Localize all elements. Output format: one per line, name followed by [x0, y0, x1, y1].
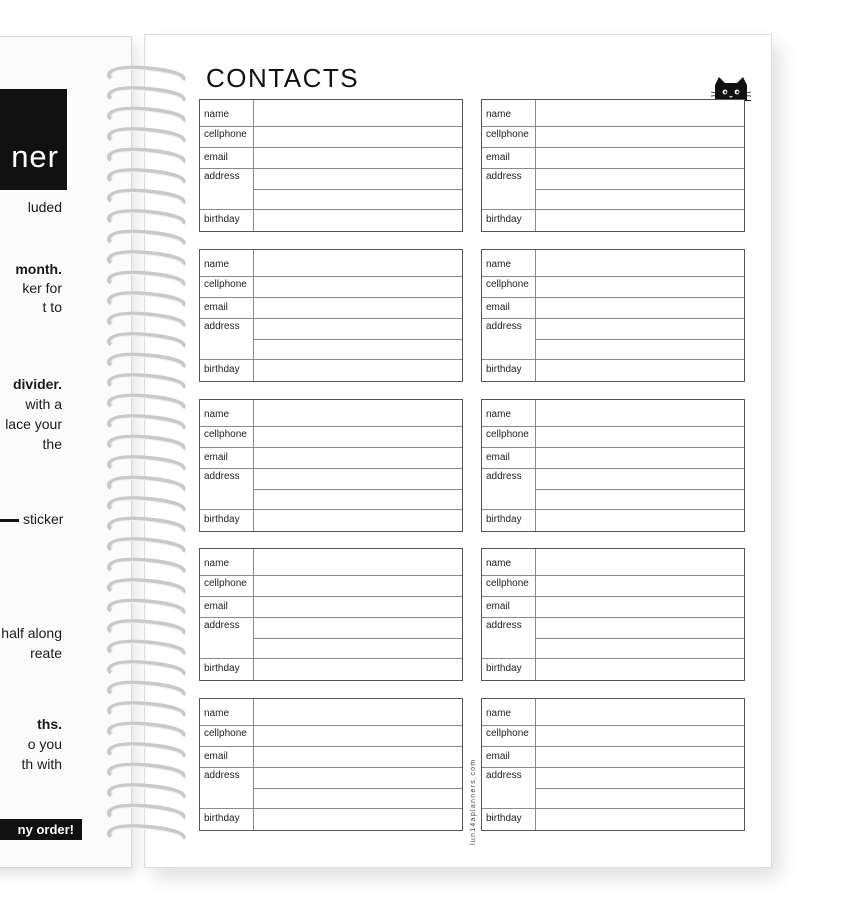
field-row-name[interactable] [482, 400, 744, 427]
field-row-birthday[interactable] [200, 360, 462, 382]
field-label: birthday [486, 214, 522, 225]
contact-card [199, 698, 463, 831]
spiral-coil [109, 703, 184, 715]
spiral-coil [109, 334, 184, 346]
left-text-line: th with [21, 756, 62, 772]
field-row-email[interactable] [200, 747, 462, 768]
field-row-name[interactable] [482, 549, 744, 576]
left-text-line: reate [30, 645, 62, 661]
field-label: cellphone [486, 429, 529, 440]
field-row-address[interactable] [482, 319, 744, 340]
page-title: CONTACTS [206, 63, 360, 93]
field-label: name [204, 708, 230, 719]
spiral-coil [109, 519, 184, 531]
field-row-address-2[interactable] [200, 340, 462, 360]
left-text-line: luded [27, 199, 62, 215]
field-label: email [486, 152, 510, 163]
field-row-email[interactable] [482, 148, 744, 169]
field-row-cellphone[interactable] [200, 277, 462, 298]
left-text-line: the [42, 436, 62, 452]
field-row-name[interactable] [200, 699, 462, 726]
field-row-address[interactable] [200, 768, 462, 789]
field-label: birthday [486, 813, 522, 824]
field-row-address-2[interactable] [482, 190, 744, 210]
field-row-birthday[interactable] [200, 659, 462, 681]
field-row-address[interactable] [200, 319, 462, 340]
contact-card [481, 548, 745, 681]
field-label: birthday [204, 663, 240, 674]
spiral-coil [109, 826, 184, 838]
field-label: birthday [204, 364, 240, 375]
contact-card [199, 548, 463, 681]
field-row-birthday[interactable] [200, 510, 462, 532]
field-label: address [486, 171, 522, 182]
field-row-email[interactable] [200, 448, 462, 469]
field-row-birthday[interactable] [482, 809, 744, 831]
contact-card [481, 399, 745, 532]
field-label: address [486, 321, 522, 332]
field-label: birthday [486, 663, 522, 674]
sticker-label: sticker [23, 511, 64, 527]
spiral-coil [109, 724, 184, 736]
field-row-address[interactable] [482, 618, 744, 639]
spiral-coil [109, 252, 184, 264]
field-row-birthday[interactable] [482, 360, 744, 382]
contact-card [481, 249, 745, 382]
field-label: email [486, 601, 510, 612]
field-label: address [486, 471, 522, 482]
spiral-coil [109, 232, 184, 244]
field-row-name[interactable] [482, 100, 744, 127]
field-label: cellphone [486, 129, 529, 140]
field-label: birthday [204, 214, 240, 225]
field-label: address [486, 770, 522, 781]
field-label: name [486, 708, 512, 719]
field-label: name [204, 558, 230, 569]
field-row-email[interactable] [482, 448, 744, 469]
callout-line [0, 519, 19, 522]
spiral-coil [109, 539, 184, 551]
field-label: address [486, 620, 522, 631]
field-label: birthday [486, 514, 522, 525]
field-row-name[interactable] [200, 250, 462, 277]
spiral-coil [109, 580, 184, 592]
field-label: address [204, 321, 240, 332]
field-label: email [204, 452, 228, 463]
field-row-name[interactable] [482, 250, 744, 277]
spiral-coil [109, 744, 184, 756]
field-row-address[interactable] [482, 469, 744, 490]
spiral-coil [109, 170, 184, 182]
spiral-coil [109, 478, 184, 490]
field-row-email[interactable] [482, 747, 744, 768]
field-label: email [486, 302, 510, 313]
spiral-coil [109, 642, 184, 654]
website-credit [470, 725, 482, 845]
contact-card [481, 99, 745, 232]
spiral-coil [109, 129, 184, 141]
logo-block [0, 89, 67, 190]
field-row-name[interactable] [482, 699, 744, 726]
left-text-line: ker for [22, 280, 62, 296]
field-row-cellphone[interactable] [482, 726, 744, 747]
website-text: lun14aplanners.com [470, 758, 477, 845]
field-label: cellphone [204, 129, 247, 140]
field-row-address[interactable] [200, 169, 462, 190]
field-row-address-2[interactable] [200, 490, 462, 510]
spiral-coil [109, 785, 184, 797]
field-row-address-2[interactable] [482, 639, 744, 659]
field-label: cellphone [204, 279, 247, 290]
spiral-coil [109, 68, 184, 80]
left-text-line: o you [27, 736, 62, 752]
contact-card [481, 698, 745, 831]
spiral-coil [109, 457, 184, 469]
left-text-line: divider. [12, 376, 62, 392]
spiral-coil [109, 683, 184, 695]
field-label: birthday [204, 514, 240, 525]
field-row-cellphone[interactable] [200, 576, 462, 597]
field-row-name[interactable] [200, 100, 462, 127]
contact-card [199, 399, 463, 532]
contact-card [199, 249, 463, 382]
field-label: email [204, 751, 228, 762]
field-label: name [486, 558, 512, 569]
spiral-coil [109, 273, 184, 285]
field-label: cellphone [204, 429, 247, 440]
field-label: email [204, 302, 228, 313]
spiral-coil [109, 437, 184, 449]
left-text-line: with a [25, 396, 62, 412]
field-label: address [204, 471, 240, 482]
field-label: address [204, 770, 240, 781]
field-row-address-2[interactable] [200, 190, 462, 210]
field-row-address-2[interactable] [482, 490, 744, 510]
spiral-coil [109, 806, 184, 818]
logo-text: ner [11, 139, 59, 174]
spiral-coil [109, 355, 184, 367]
field-row-birthday[interactable] [482, 510, 744, 532]
spiral-coil [109, 498, 184, 510]
field-row-birthday[interactable] [482, 659, 744, 681]
field-label: cellphone [486, 578, 529, 589]
field-row-email[interactable] [482, 298, 744, 319]
left-text-line: lace your [5, 416, 62, 432]
field-row-name[interactable] [200, 549, 462, 576]
field-label: name [486, 259, 512, 270]
field-label: name [486, 109, 512, 120]
field-label: name [204, 409, 230, 420]
spiral-coil [109, 293, 184, 305]
field-row-address-2[interactable] [200, 789, 462, 809]
field-row-email[interactable] [200, 148, 462, 169]
field-row-cellphone[interactable] [200, 427, 462, 448]
spiral-coil [109, 191, 184, 203]
left-text-line: half along [1, 625, 62, 641]
field-row-email[interactable] [200, 298, 462, 319]
field-row-birthday[interactable] [200, 210, 462, 232]
field-row-address[interactable] [482, 169, 744, 190]
field-row-cellphone[interactable] [482, 127, 744, 148]
spiral-coil [109, 601, 184, 613]
sticker-callout [0, 511, 63, 527]
field-row-name[interactable] [200, 400, 462, 427]
field-label: name [486, 409, 512, 420]
spiral-coil [109, 765, 184, 777]
field-row-email[interactable] [482, 597, 744, 618]
field-row-cellphone[interactable] [200, 127, 462, 148]
field-label: birthday [204, 813, 240, 824]
field-label: cellphone [486, 728, 529, 739]
field-label: birthday [486, 364, 522, 375]
field-row-cellphone[interactable] [482, 576, 744, 597]
field-row-cellphone[interactable] [200, 726, 462, 747]
field-label: cellphone [486, 279, 529, 290]
spiral-binding [103, 60, 193, 850]
spiral-coil [109, 314, 184, 326]
field-label: cellphone [204, 578, 247, 589]
spiral-coil [109, 621, 184, 633]
order-banner: ny order! [0, 819, 82, 840]
field-label: name [204, 109, 230, 120]
field-row-address-2[interactable] [482, 789, 744, 809]
contacts-page [144, 34, 772, 868]
field-row-address[interactable] [200, 469, 462, 490]
spiral-coil [109, 109, 184, 121]
left-text-line: ths. [37, 716, 62, 732]
field-label: name [204, 259, 230, 270]
field-label: address [204, 620, 240, 631]
field-row-cellphone[interactable] [482, 427, 744, 448]
field-row-birthday[interactable] [482, 210, 744, 232]
field-label: email [204, 601, 228, 612]
field-row-birthday[interactable] [200, 809, 462, 831]
field-label: email [486, 751, 510, 762]
field-row-address-2[interactable] [482, 340, 744, 360]
spiral-coil [109, 211, 184, 223]
field-row-address[interactable] [200, 618, 462, 639]
field-row-email[interactable] [200, 597, 462, 618]
spiral-coil [109, 150, 184, 162]
spiral-coil [109, 416, 184, 428]
field-row-address-2[interactable] [200, 639, 462, 659]
spiral-coil [109, 375, 184, 387]
field-label: email [486, 452, 510, 463]
field-label: address [204, 171, 240, 182]
field-label: email [204, 152, 228, 163]
field-row-address[interactable] [482, 768, 744, 789]
left-text-line: month. [15, 261, 62, 277]
field-label: cellphone [204, 728, 247, 739]
spiral-coil [109, 396, 184, 408]
spiral-coil [109, 88, 184, 100]
spiral-coil [109, 662, 184, 674]
field-row-cellphone[interactable] [482, 277, 744, 298]
left-text-line: t to [42, 299, 62, 315]
contact-card [199, 99, 463, 232]
spiral-coil [109, 560, 184, 572]
